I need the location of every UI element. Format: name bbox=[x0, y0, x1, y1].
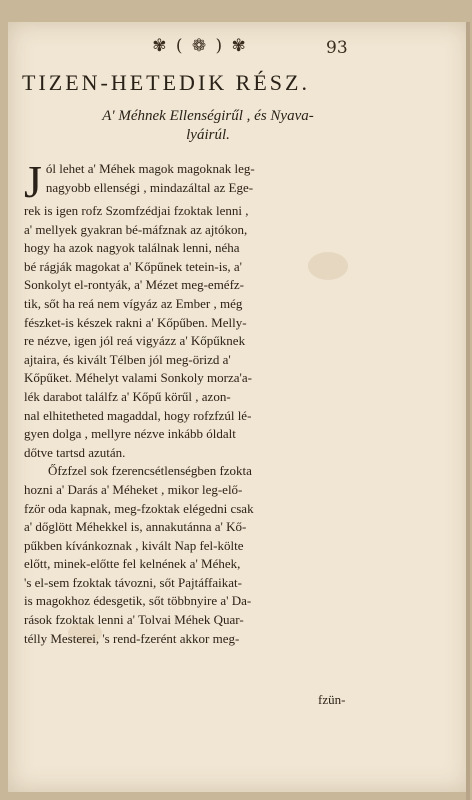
chapter-subtitle bbox=[48, 106, 368, 143]
text-line: 's el-sem fzoktak távozni, sőt Pajtáffaikat- bbox=[24, 574, 242, 590]
header-ornament: ✾ ( ❁ ) ✾ bbox=[152, 36, 248, 56]
text-line: hozni a' Darás a' Méheket , mikor leg-elő- bbox=[24, 481, 243, 497]
text-line: Sonkolyt el-rontyák, a' Mézet meg-eméfz- bbox=[24, 277, 245, 293]
text-line: a' mellyek gyakran bé-máfznak az ajtókon, bbox=[24, 221, 248, 237]
text-line: tik, sőt ha reá nem vígyáz az Ember , még bbox=[24, 295, 243, 311]
text-line: lék darabot találfz a' Kőpű körűl , azon- bbox=[24, 388, 231, 404]
text-line: előtt, minek-előtte fel kelnének a' Méhek, bbox=[24, 556, 241, 572]
drop-cap: J bbox=[24, 156, 42, 207]
text-line: nagyobb ellenségi , mindazáltal az Ege- bbox=[45, 179, 254, 195]
running-header bbox=[8, 36, 470, 66]
text-line: Őfzfzel sok fzerencsétlenségben fzokta bbox=[48, 463, 252, 479]
page-edge bbox=[466, 22, 470, 800]
catchword: fzün- bbox=[318, 692, 346, 707]
text-line: fészket-is készek rakni a' Kőpűben. Melly- bbox=[24, 314, 247, 330]
text-line: re nézve, igen jól reá vigyázz a' Kőpűknek bbox=[24, 333, 246, 349]
text-line: Kőpűket. Méhelyt valami Sonkoly morza'a- bbox=[24, 370, 252, 386]
text-line: rek is igen rofz Szomfzédjai fzoktak lenni , bbox=[24, 203, 249, 218]
book-page bbox=[8, 22, 470, 792]
page-number: 93 bbox=[326, 38, 348, 58]
chapter-title: TIZEN-HETEDIK RÉSZ. bbox=[22, 70, 310, 95]
text-line: dőtve tartsd azután. bbox=[24, 444, 126, 460]
text-line: is magokhoz édesgetik, sőt többnyire a' Da- bbox=[24, 593, 252, 609]
text-line: bé rágják magokat a' Kőpűnek tetein-is, a' bbox=[24, 258, 243, 274]
text-line: ól lehet a' Méhek magok magoknak leg- bbox=[45, 161, 255, 176]
text-line: a' dőglött Méhekkel is, annakutánna a' Kő- bbox=[24, 519, 247, 535]
paragraph bbox=[24, 156, 390, 462]
text-line: gyen dolga , mellyre nézve inkább óldalt bbox=[24, 426, 236, 442]
body-text bbox=[24, 156, 390, 648]
text-line: nal elhitetheted magaddal, hogy rofzfzúl lé- bbox=[24, 407, 252, 423]
text-line: ajtaira, és kivált Télben jól meg-örizd a' bbox=[24, 351, 231, 367]
text-line: rások fzoktak lenni a' Tolvai Méhek Quar- bbox=[24, 612, 244, 628]
text-line: hogy ha azok nagyok találnak lenni, néha bbox=[24, 240, 240, 256]
text-line: télly Mesterei, 's rend-fzerént akkor meg- bbox=[24, 630, 240, 646]
text-line: pűkben kívánkoznak , kivált Nap fel-költe bbox=[24, 537, 244, 553]
text-line: fzör oda kapnak, meg-fzoktak elégedni csak bbox=[24, 500, 254, 516]
paragraph bbox=[24, 462, 390, 648]
subtitle-line: A' Méhnek Ellenségirűl , és Nyava- bbox=[102, 108, 314, 124]
subtitle-line: lyáirúl. bbox=[186, 126, 230, 143]
